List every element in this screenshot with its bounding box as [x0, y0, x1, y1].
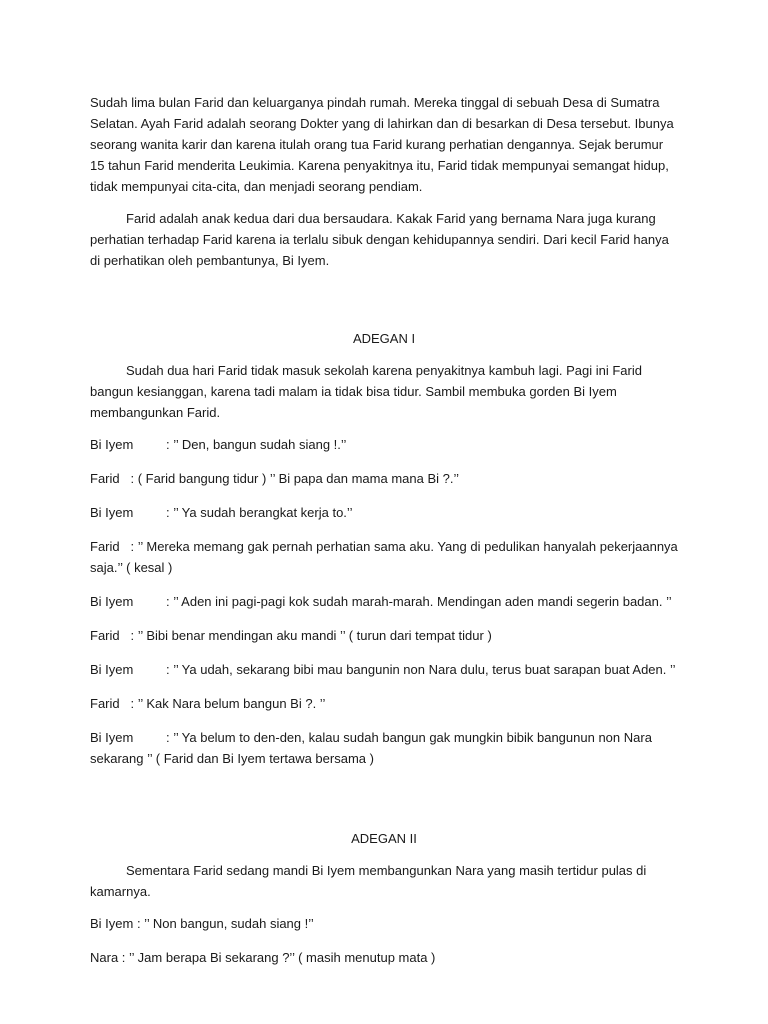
dialogue-speaker: Bi Iyem [90, 730, 134, 745]
dialogue-speaker: Farid [90, 696, 120, 711]
dialogue-speaker: Bi Iyem [90, 505, 134, 520]
dialogue-line [90, 434, 678, 455]
dialogue-line [90, 536, 678, 578]
dialogue-text: : ( Farid bangung tidur ) ’’ Bi papa dan mama mana Bi ?.’’ [130, 471, 460, 486]
dialogue-text: : ’’ Kak Nara belum bangun Bi ?. ’’ [130, 696, 326, 711]
intro-paragraph-1: Sudah lima bulan Farid dan keluarganya pindah rumah. Mereka tinggal di sebuah Desa di Sumatra Selatan. Ayah Farid adalah seorang Dokter yang di lahirkan dan di besarkan di Desa tersebut. Ibunya seorang wanita karir dan karena itulah orang tua Farid kurang perhatian dengannya. Sejak berumur 15 tahun Farid menderita Leukimia. Karena penyakitnya itu, Farid tidak mempunyai semangat hidup, tidak mempunyai cita-cita, dan menjadi seorang pendiam. [90, 95, 674, 194]
dialogue-line: Nara : ’’ Jam berapa Bi sekarang ?’’ ( masih menutup mata ) [90, 950, 436, 965]
dialogue-text: : ’’ Mereka memang gak pernah perhatian sama aku. Yang di pedulikan hanyalah pekerjaannya saja.’’ ( kesal ) [90, 539, 678, 575]
dialogue-speaker: Bi Iyem [90, 662, 134, 677]
section-spacer [90, 782, 678, 828]
document-body [90, 92, 678, 981]
dialogue-line [90, 693, 678, 714]
scene-1-heading: ADEGAN I [352, 331, 416, 346]
dialogue-text: : ’’ Ya sudah berangkat kerja to.’’ [166, 505, 353, 520]
dialogue-line: Bi Iyem : ’’ Non bangun, sudah siang !’’ [90, 916, 314, 931]
section-spacer [90, 282, 678, 328]
dialogue-text: : ’’ Aden ini pagi-pagi kok sudah marah-marah. Mendingan aden mandi segerin badan. ’’ [166, 594, 672, 609]
dialogue-speaker: Farid [90, 539, 120, 554]
dialogue-line [90, 625, 678, 646]
dialogue-line [90, 591, 678, 612]
dialogue-speaker: Farid [90, 471, 120, 486]
scene-2-heading: ADEGAN II [351, 831, 417, 846]
scene-2-narration: Sementara Farid sedang mandi Bi Iyem membangunkan Nara yang masih tertidur pulas di kamarnya. [90, 863, 647, 899]
scene-1-narration: Sudah dua hari Farid tidak masuk sekolah karena penyakitnya kambuh lagi. Pagi ini Farid bangun kesianggan, karena tadi malam ia tidak bisa tidur. Sambil membuka gorden Bi Iyem membangunkan Farid. [90, 363, 642, 420]
dialogue-speaker: Bi Iyem [90, 594, 134, 609]
dialogue-text: : ’’ Bibi benar mendingan aku mandi ’’ ( turun dari tempat tidur ) [130, 628, 492, 643]
dialogue-line [90, 659, 678, 680]
dialogue-line [90, 502, 678, 523]
dialogue-text: : ’’ Ya udah, sekarang bibi mau bangunin non Nara dulu, terus buat sarapan buat Aden. ’’ [166, 662, 676, 677]
dialogue-line [90, 468, 678, 489]
dialogue-speaker: Bi Iyem [90, 437, 134, 452]
dialogue-text: : ’’ Den, bangun sudah siang !.’’ [166, 437, 347, 452]
dialogue-text: : ’’ Ya belum to den-den, kalau sudah bangun gak mungkin bibik bangunun non Nara sekarang ’’ ( Farid dan Bi Iyem tertawa bersama ) [90, 730, 652, 766]
dialogue-line [90, 727, 678, 769]
intro-paragraph-2: Farid adalah anak kedua dari dua bersaudara. Kakak Farid yang bernama Nara juga kurang perhatian terhadap Farid karena ia terlalu sibuk dengan kehidupannya sendiri. Dari kecil Farid hanya di perhatikan oleh pembantunya, Bi Iyem. [90, 211, 669, 268]
dialogue-speaker: Farid [90, 628, 120, 643]
